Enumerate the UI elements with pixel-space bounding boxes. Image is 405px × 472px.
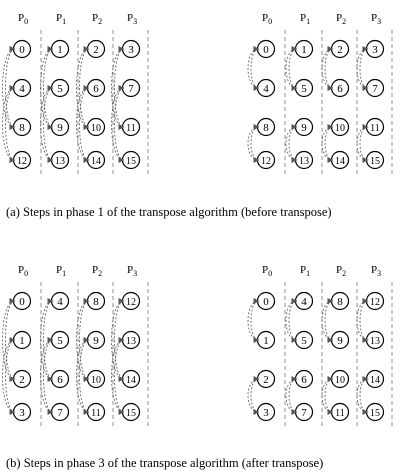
node-label: 3 xyxy=(263,407,269,419)
node-label: 6 xyxy=(337,83,343,95)
exchange-arrow xyxy=(3,340,15,412)
processor-label-p3: $P_3$ xyxy=(127,264,138,278)
node-label: 6 xyxy=(93,83,99,95)
exchange-arrow xyxy=(325,49,333,88)
node-label: 2 xyxy=(93,44,99,56)
node-label: 0 xyxy=(19,296,25,308)
node-label: 8 xyxy=(263,122,269,134)
exchange-arrow xyxy=(3,49,15,127)
node-label: 10 xyxy=(91,375,101,386)
node-label: 2 xyxy=(19,374,25,386)
node-label: 15 xyxy=(126,156,136,167)
node-label: 13 xyxy=(126,336,136,347)
node-label: 9 xyxy=(301,122,307,134)
node-label: 14 xyxy=(335,156,345,167)
caption-a: (a) Steps in phase 1 of the transpose algorithm (before transpose) xyxy=(6,205,332,219)
node-label: 11 xyxy=(126,123,136,134)
exchange-arrow xyxy=(325,379,333,412)
node-label: 1 xyxy=(263,335,269,347)
panel-b-right xyxy=(248,264,392,428)
processor-label-p0: $P_0$ xyxy=(262,12,273,26)
processor-label-p3: $P_3$ xyxy=(371,12,382,26)
processor-label-p0: $P_0$ xyxy=(18,264,29,278)
node-label: 13 xyxy=(55,156,65,167)
node-label: 15 xyxy=(370,408,380,419)
processor-label-p2: $P_2$ xyxy=(336,264,347,278)
exchange-arrow xyxy=(360,379,368,412)
processor-label-p1: $P_1$ xyxy=(56,12,67,26)
node-label: 1 xyxy=(57,44,63,56)
exchange-arrow xyxy=(3,88,15,160)
node-label: 13 xyxy=(299,156,309,167)
node-label: 10 xyxy=(335,375,345,386)
processor-label-p1: $P_1$ xyxy=(300,264,311,278)
processor-label-p1: $P_1$ xyxy=(56,264,67,278)
node-label: 4 xyxy=(19,83,25,95)
exchange-arrow xyxy=(41,88,53,160)
exchange-arrow xyxy=(251,127,259,160)
node-label: 10 xyxy=(335,123,345,134)
node-label: 14 xyxy=(126,375,136,386)
node-label: 9 xyxy=(337,335,343,347)
exchange-arrow xyxy=(360,301,368,340)
exchange-arrow xyxy=(289,379,297,412)
node-label: 11 xyxy=(335,408,345,419)
processor-label-p2: $P_2$ xyxy=(92,264,103,278)
node-label: 5 xyxy=(301,335,307,347)
exchange-arrow xyxy=(251,49,259,88)
exchange-arrow xyxy=(251,379,259,412)
node-label: 3 xyxy=(128,44,134,56)
node-label: 3 xyxy=(372,44,378,56)
exchange-arrow xyxy=(360,127,368,160)
panel-a-right xyxy=(248,12,392,176)
node-label: 11 xyxy=(370,123,380,134)
node-label: 12 xyxy=(126,297,136,308)
node-label: 0 xyxy=(263,44,269,56)
processor-label-p0: $P_0$ xyxy=(18,12,29,26)
processor-label-p0: $P_0$ xyxy=(262,264,273,278)
node-label: 8 xyxy=(93,296,99,308)
caption-b: (b) Steps in phase 3 of the transpose algorithm (after transpose) xyxy=(6,456,324,470)
node-label: 14 xyxy=(370,375,380,386)
processor-label-p1: $P_1$ xyxy=(300,12,311,26)
node-label: 6 xyxy=(301,374,307,386)
processor-label-p3: $P_3$ xyxy=(127,12,138,26)
node-label: 4 xyxy=(301,296,307,308)
node-label: 7 xyxy=(372,83,378,95)
panel-a-left xyxy=(3,12,149,176)
processor-label-p2: $P_2$ xyxy=(92,12,103,26)
exchange-arrow xyxy=(41,49,53,127)
node-label: 5 xyxy=(301,83,307,95)
node-label: 4 xyxy=(263,83,269,95)
node-label: 14 xyxy=(91,156,101,167)
exchange-arrow xyxy=(41,340,53,412)
node-label: 15 xyxy=(370,156,380,167)
node-label: 7 xyxy=(301,407,307,419)
node-label: 10 xyxy=(91,123,101,134)
node-label: 5 xyxy=(57,83,63,95)
processor-label-p2: $P_2$ xyxy=(336,12,347,26)
node-label: 0 xyxy=(263,296,269,308)
node-label: 1 xyxy=(19,335,25,347)
node-label: 15 xyxy=(126,408,136,419)
exchange-arrow xyxy=(325,127,333,160)
node-label: 12 xyxy=(370,297,380,308)
exchange-arrow xyxy=(289,127,297,160)
node-label: 1 xyxy=(301,44,307,56)
node-label: 12 xyxy=(261,156,271,167)
node-label: 2 xyxy=(337,44,343,56)
node-label: 6 xyxy=(57,374,63,386)
node-label: 3 xyxy=(19,407,25,419)
exchange-arrow xyxy=(3,301,15,379)
exchange-arrow xyxy=(251,301,259,340)
exchange-arrow xyxy=(289,301,297,340)
node-label: 12 xyxy=(17,156,27,167)
node-label: 9 xyxy=(57,122,63,134)
node-label: 5 xyxy=(57,335,63,347)
exchange-arrow xyxy=(325,301,333,340)
node-label: 2 xyxy=(263,374,269,386)
node-label: 8 xyxy=(337,296,343,308)
node-label: 13 xyxy=(370,336,380,347)
node-label: 8 xyxy=(19,122,25,134)
node-label: 9 xyxy=(93,335,99,347)
processor-label-p3: $P_3$ xyxy=(371,264,382,278)
panel-b-left xyxy=(3,264,149,428)
node-label: 7 xyxy=(57,407,63,419)
node-label: 0 xyxy=(19,44,25,56)
node-label: 7 xyxy=(128,83,134,95)
exchange-arrow xyxy=(41,301,53,379)
exchange-arrow xyxy=(289,49,297,88)
exchange-arrow xyxy=(360,49,368,88)
node-label: 11 xyxy=(91,408,101,419)
node-label: 4 xyxy=(57,296,63,308)
